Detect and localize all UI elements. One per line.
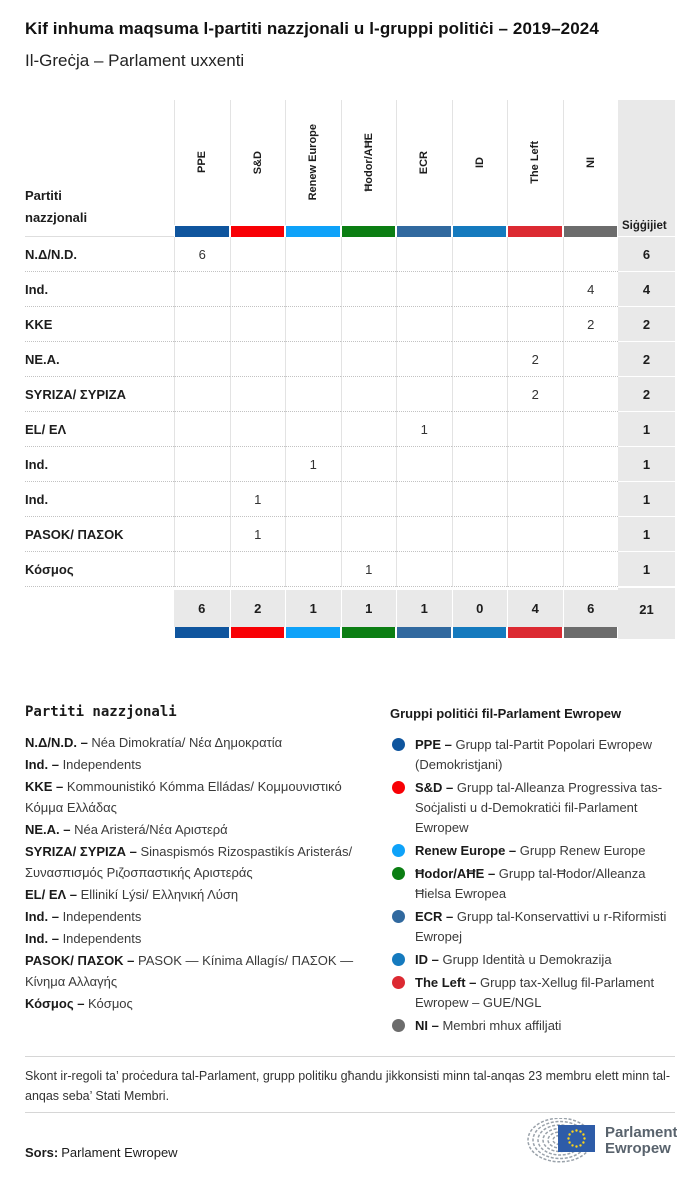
party-abbr: ΝΕ.Α. – — [25, 822, 75, 837]
group-legend-heading: Gruppi politiċi fil-Parlament Ewropew — [390, 706, 622, 721]
group-legend-text — [415, 778, 682, 838]
row-total: 2 — [618, 377, 675, 412]
value-cell — [174, 517, 230, 552]
party-name: PASOK/ ΠΑΣΟΚ — [25, 517, 174, 552]
value-cell: 1 — [230, 482, 286, 517]
group-color-bar — [453, 627, 507, 638]
group-abbr: ECR – — [415, 909, 457, 924]
party-name: SYRIZA/ ΣΥΡΙΖΑ — [25, 377, 174, 412]
party-abbr: Ind. – — [25, 931, 63, 946]
value-cell — [452, 412, 508, 447]
value-cell — [563, 447, 619, 482]
row-total: 2 — [618, 342, 675, 377]
group-abbr: S&D – — [415, 780, 457, 795]
party-legend — [25, 704, 379, 1015]
group-color-bar — [342, 226, 396, 237]
value-cell — [396, 377, 452, 412]
group-color-bar — [564, 226, 618, 237]
page-title: Kif inhuma maqsuma l-partiti nazzjonali u l-gruppi politiċi – 2019–2024 — [25, 19, 599, 38]
party-name: Κόσμος — [25, 552, 174, 587]
group-desc: Grupp tax-Xellug fil-Parlament Ewropew – GUE/NGL — [415, 975, 655, 1010]
value-cell — [285, 237, 341, 272]
value-cell — [230, 412, 286, 447]
row-total: 1 — [618, 447, 675, 482]
value-cell — [396, 342, 452, 377]
group-color-bar — [286, 226, 340, 237]
value-cell — [396, 517, 452, 552]
column-header — [341, 100, 397, 225]
column-header — [174, 100, 230, 225]
group-color-bar — [508, 226, 562, 237]
party-desc: PASOK — Kínima Allagís/ ΠΑΣΟΚ — Κίνημα Αλλαγής — [25, 953, 354, 989]
value-cell — [396, 552, 452, 587]
party-desc: Independents — [62, 757, 142, 772]
group-legend-item — [390, 778, 682, 838]
group-color-dot — [392, 910, 405, 923]
value-cell — [230, 307, 286, 342]
value-cell — [341, 237, 397, 272]
group-abbr: ID – — [415, 952, 443, 967]
column-header-label: S&D — [251, 150, 264, 175]
party-desc: Κόσμος — [88, 996, 133, 1011]
group-color-dot — [392, 976, 405, 989]
group-abbr: The Left – — [415, 975, 481, 990]
value-cell — [563, 377, 619, 412]
group-desc: Grupp tal-Konservattivi u r-Riformisti Ewropej — [415, 909, 667, 944]
party-desc: Néa Dimokratía/ Νέα Δημοκρατία — [91, 735, 283, 750]
party-abbr: KKE – — [25, 779, 67, 794]
value-cell — [285, 517, 341, 552]
party-abbr: Ind. – — [25, 909, 63, 924]
group-legend-item — [390, 1016, 682, 1036]
value-cell — [452, 552, 508, 587]
value-cell — [563, 412, 619, 447]
value-cell — [174, 482, 230, 517]
column-total: 4 — [507, 587, 563, 627]
group-color-bar — [175, 226, 229, 237]
value-cell — [341, 377, 397, 412]
column-header-label: ECR — [418, 150, 431, 175]
value-cell — [452, 272, 508, 307]
value-cell — [341, 307, 397, 342]
seats-table — [25, 100, 675, 639]
value-cell — [285, 272, 341, 307]
value-cell: 1 — [230, 517, 286, 552]
value-cell — [396, 272, 452, 307]
column-total: 2 — [230, 587, 286, 627]
column-header — [285, 100, 341, 225]
value-cell — [396, 482, 452, 517]
party-name: EL/ ΕΛ — [25, 412, 174, 447]
value-cell — [563, 237, 619, 272]
party-name: ΝΕ.Α. — [25, 342, 174, 377]
party-legend-heading: Partiti nazzjonali — [25, 704, 177, 720]
group-legend-item — [390, 973, 682, 1013]
column-total: 0 — [452, 587, 508, 627]
source-divider — [25, 1112, 675, 1113]
european-parliament-logo — [527, 1118, 677, 1171]
parliament-hemicycle-icon — [527, 1118, 677, 1166]
value-cell — [341, 482, 397, 517]
column-header-label: ID — [473, 157, 486, 168]
group-legend-item — [390, 907, 682, 947]
value-cell — [396, 447, 452, 482]
group-abbr: Ħodor/AĦE – — [415, 866, 499, 881]
value-cell — [507, 552, 563, 587]
party-name: Ind. — [25, 482, 174, 517]
group-color-bar — [564, 627, 618, 638]
value-cell — [285, 307, 341, 342]
footnote-divider — [25, 1056, 675, 1057]
group-legend-text — [415, 841, 646, 861]
group-desc: Grupp tal-Alleanza Progressiva tas-Soċjalisti u d-Demokratiċi fil-Parlament Ewropew — [415, 780, 663, 835]
group-color-bar — [453, 226, 507, 237]
column-header-label: Renew Europe — [307, 124, 320, 201]
group-desc: Grupp Identità u Demokrazija — [442, 952, 612, 967]
value-cell — [174, 342, 230, 377]
group-legend-item — [390, 735, 682, 775]
grand-total: 21 — [618, 587, 675, 639]
value-cell — [452, 237, 508, 272]
party-desc: Kommounistikó Kómma Elládas/ Κομμουνιστικό Κόμμα Ελλάδας — [25, 779, 342, 815]
row-total: 1 — [618, 552, 675, 587]
group-color-dot — [392, 867, 405, 880]
column-total: 1 — [285, 587, 341, 627]
value-cell — [396, 237, 452, 272]
source-line — [25, 1145, 178, 1160]
value-cell — [452, 342, 508, 377]
value-cell: 1 — [396, 412, 452, 447]
value-cell — [452, 517, 508, 552]
value-cell — [507, 447, 563, 482]
party-name: Ν.Δ/N.D. — [25, 237, 174, 272]
column-total: 6 — [174, 587, 230, 627]
row-header-label: Partiti nazzjonali — [25, 188, 88, 225]
party-abbr: Κόσμος – — [25, 996, 89, 1011]
eu-flag-icon — [558, 1125, 595, 1152]
value-cell — [341, 517, 397, 552]
party-desc: Néa Aristerá/Νέα Αριστερά — [74, 822, 228, 837]
row-total: 1 — [618, 482, 675, 517]
column-header — [563, 100, 619, 225]
value-cell — [285, 377, 341, 412]
group-color-bar — [231, 627, 285, 638]
value-cell: 4 — [563, 272, 619, 307]
group-desc: Grupp Renew Europe — [519, 843, 646, 858]
group-legend-item — [390, 841, 682, 861]
logo-text-line1: Parlament — [605, 1124, 677, 1141]
row-header-cell — [25, 100, 174, 237]
column-header — [396, 100, 452, 225]
group-color-bar — [397, 226, 451, 237]
group-legend-text — [415, 907, 682, 947]
party-name: Ind. — [25, 272, 174, 307]
party-abbr: Ν.Δ/N.D. – — [25, 735, 92, 750]
value-cell — [507, 307, 563, 342]
value-cell: 2 — [563, 307, 619, 342]
party-desc: Independents — [62, 909, 142, 924]
value-cell — [452, 307, 508, 342]
party-abbr: SYRIZA/ ΣΥΡΙΖΑ – — [25, 844, 141, 859]
column-total: 1 — [341, 587, 397, 627]
party-name: Ind. — [25, 447, 174, 482]
value-cell — [285, 552, 341, 587]
party-desc: Ellinikí Lýsi/ Ελληνική Λύση — [80, 887, 239, 902]
value-cell: 1 — [285, 447, 341, 482]
group-color-dot — [392, 738, 405, 751]
group-color-dot — [392, 1019, 405, 1032]
group-legend — [390, 706, 682, 1039]
value-cell — [452, 482, 508, 517]
value-cell — [341, 342, 397, 377]
group-legend-text — [415, 864, 682, 904]
column-total: 1 — [396, 587, 452, 627]
party-legend-item — [25, 906, 379, 927]
value-cell — [507, 482, 563, 517]
party-legend-item — [25, 950, 379, 992]
party-legend-item — [25, 819, 379, 840]
value-cell — [174, 412, 230, 447]
value-cell — [174, 307, 230, 342]
value-cell — [563, 482, 619, 517]
source-label: Sors: — [25, 1145, 59, 1160]
row-total: 1 — [618, 517, 675, 552]
column-header-label: The Left — [529, 141, 542, 184]
value-cell: 1 — [341, 552, 397, 587]
party-abbr: Ind. – — [25, 757, 63, 772]
party-abbr: PASOK/ ΠΑΣΟΚ – — [25, 953, 139, 968]
value-cell — [341, 412, 397, 447]
column-header-label: NI — [584, 157, 597, 168]
column-total: 6 — [563, 587, 619, 627]
value-cell: 6 — [174, 237, 230, 272]
value-cell — [230, 237, 286, 272]
row-total: 2 — [618, 307, 675, 342]
logo-text-line2: Ewropew — [605, 1140, 671, 1157]
party-name: KKE — [25, 307, 174, 342]
group-desc: Grupp tal-Partit Popolari Ewropew (Demokristjani) — [415, 737, 652, 772]
seats-header-label: Siġġijiet — [618, 100, 675, 237]
group-legend-text — [415, 1016, 561, 1036]
value-cell — [341, 272, 397, 307]
group-color-bar — [397, 627, 451, 638]
value-cell — [507, 237, 563, 272]
value-cell — [563, 552, 619, 587]
group-color-bar — [508, 627, 562, 638]
value-cell — [230, 552, 286, 587]
value-cell — [507, 272, 563, 307]
row-total: 1 — [618, 412, 675, 447]
party-abbr: EL/ ΕΛ – — [25, 887, 81, 902]
group-color-bar — [231, 226, 285, 237]
value-cell — [452, 377, 508, 412]
party-legend-item — [25, 928, 379, 949]
party-legend-item — [25, 732, 379, 753]
group-desc: Membri mhux affiljati — [442, 1018, 562, 1033]
value-cell — [230, 342, 286, 377]
value-cell — [230, 447, 286, 482]
value-cell — [563, 342, 619, 377]
group-legend-item — [390, 864, 682, 904]
column-header-label: Ħodor/AĦE — [362, 133, 375, 192]
value-cell — [563, 517, 619, 552]
value-cell — [507, 412, 563, 447]
group-desc: Grupp tal-Ħodor/Alleanza Ħielsa Ewropea — [415, 866, 646, 901]
value-cell — [174, 447, 230, 482]
value-cell — [341, 447, 397, 482]
value-cell — [507, 517, 563, 552]
party-legend-items — [25, 732, 379, 1014]
party-desc: Sinaspismós Rizospastikís Aristerás/ Συνασπισμός Ριζοσπαστικής Αριστεράς — [25, 844, 353, 880]
group-legend-items — [390, 735, 682, 1036]
value-cell — [230, 272, 286, 307]
value-cell — [174, 552, 230, 587]
footnote-text: Skont ir-regoli ta’ proċedura tal-Parlament, grupp politiku għandu jikkonsisti minn tal-anqas 23 membru elett minn tal-anqas seba’ Stati Membri. — [25, 1069, 670, 1103]
value-cell — [396, 307, 452, 342]
row-total: 4 — [618, 272, 675, 307]
value-cell — [285, 342, 341, 377]
party-legend-item — [25, 841, 379, 883]
column-header-label: PPE — [196, 151, 209, 174]
party-legend-item — [25, 993, 379, 1014]
group-abbr: NI – — [415, 1018, 443, 1033]
group-color-bar — [175, 627, 229, 638]
page-subtitle: Il-Greċja – Parlament uxxenti — [25, 51, 245, 70]
group-legend-text — [415, 735, 682, 775]
group-color-bar — [342, 627, 396, 638]
column-header — [230, 100, 286, 225]
value-cell — [174, 272, 230, 307]
party-legend-item — [25, 776, 379, 818]
group-abbr: PPE – — [415, 737, 456, 752]
party-legend-item — [25, 754, 379, 775]
group-color-dot — [392, 953, 405, 966]
value-cell — [230, 377, 286, 412]
group-color-bar — [286, 627, 340, 638]
party-legend-item — [25, 884, 379, 905]
value-cell — [452, 447, 508, 482]
value-cell — [174, 377, 230, 412]
row-total: 6 — [618, 237, 675, 272]
group-legend-text — [415, 973, 682, 1013]
group-color-dot — [392, 781, 405, 794]
source-value: Parlament Ewropew — [61, 1145, 178, 1160]
group-color-dot — [392, 844, 405, 857]
value-cell: 2 — [507, 377, 563, 412]
group-legend-item — [390, 950, 682, 970]
column-header — [452, 100, 508, 225]
column-header — [507, 100, 563, 225]
group-legend-text — [415, 950, 612, 970]
value-cell — [285, 482, 341, 517]
party-desc: Independents — [62, 931, 142, 946]
value-cell: 2 — [507, 342, 563, 377]
value-cell — [285, 412, 341, 447]
group-abbr: Renew Europe – — [415, 843, 520, 858]
